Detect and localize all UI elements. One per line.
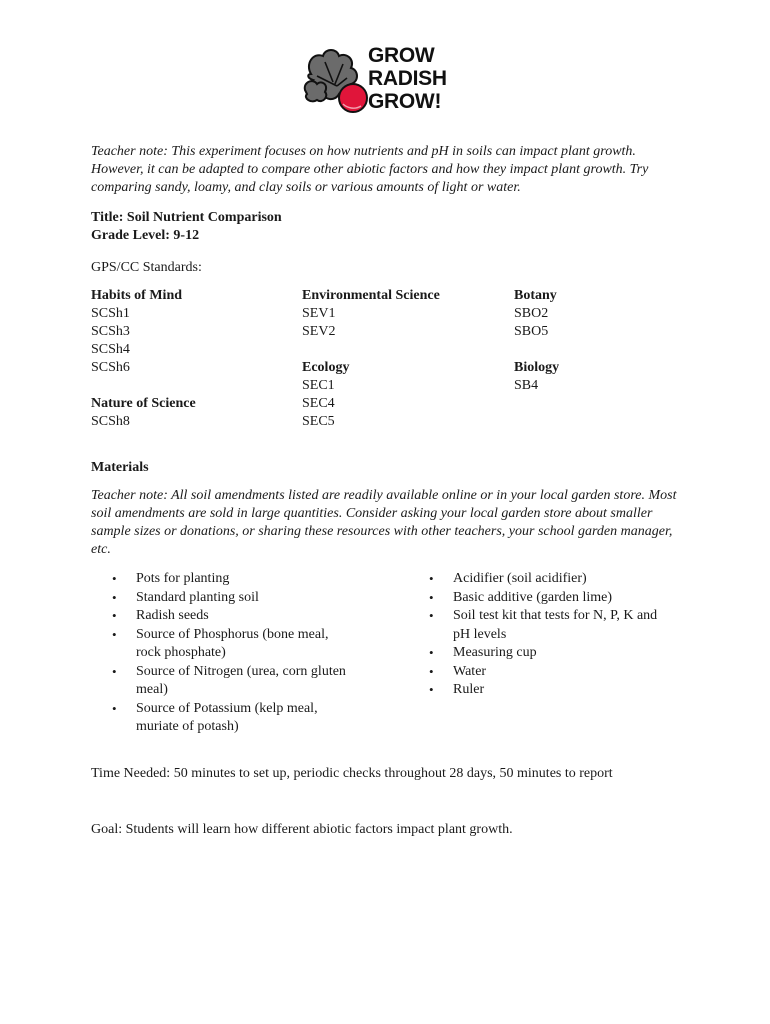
bullet: • <box>112 700 117 716</box>
logo-line-3: GROW! <box>368 90 442 113</box>
logo-line-2: RADISH <box>368 67 447 90</box>
list-item: • Water <box>409 663 689 682</box>
lesson-title: Title: Soil Nutrient Comparison <box>91 210 282 225</box>
spacer <box>302 341 440 359</box>
bullet: • <box>429 571 434 586</box>
standard-code: SCSh6 <box>91 360 130 375</box>
bullet: • <box>112 663 117 679</box>
biology-heading: Biology <box>514 360 560 375</box>
list-item: • Source of Phosphorus (bone meal, rock phosphate) <box>112 626 329 660</box>
bullet: • <box>429 608 434 623</box>
standards-label: GPS/CC Standards: <box>91 260 202 275</box>
standard-code: SEC1 <box>302 378 335 393</box>
list-item: • Ruler <box>409 681 689 700</box>
standard-code: SBO5 <box>514 324 549 339</box>
list-item: • Basic additive (garden lime) <box>409 589 689 608</box>
standard-code: SEC4 <box>302 396 335 411</box>
time-needed: Time Needed: 50 minutes to set up, periodic checks throughout 28 days, 50 minutes to report <box>91 766 613 781</box>
habits-of-mind-heading: Habits of Mind <box>91 288 183 303</box>
logo-wordmark <box>368 46 447 112</box>
bullet: • <box>429 645 434 660</box>
standard-code: SEC5 <box>302 414 335 429</box>
bullet: • <box>429 663 434 679</box>
teacher-note-materials: Teacher note: All soil amendments listed are readily available online or in your local garden store. Most soil amendments are sold in large quantities. Consider asking your local garden store about smaller sample sizes or donations, or sharing these resources with other teachers, your school garden manager, etc. <box>91 488 677 557</box>
standard-code: SBO2 <box>514 306 549 321</box>
list-item: • Pots for planting <box>92 570 362 589</box>
bullet: • <box>112 626 117 642</box>
standard-code: SB4 <box>514 378 539 393</box>
standard-code: SCSh8 <box>91 414 130 429</box>
spacer <box>514 341 559 359</box>
bullet: • <box>112 589 117 605</box>
grade-level: Grade Level: 9-12 <box>91 228 200 243</box>
standard-code: SCSh1 <box>91 306 130 321</box>
standard-code: SCSh3 <box>91 324 130 339</box>
botany-heading: Botany <box>514 288 557 303</box>
bullet: • <box>112 608 117 623</box>
materials-list-right <box>409 570 689 700</box>
standards-column-3 <box>514 287 559 395</box>
standards-column-2 <box>302 287 440 431</box>
teacher-note-intro: Teacher note: This experiment focuses on how nutrients and pH in soils can impact plant growth. However, it can be adapted to compare other abiotic factors and how they impact plant growth. Try comparing sandy, loamy, and clay soils or various amounts of light or water. <box>91 144 649 195</box>
materials-heading: Materials <box>91 460 149 475</box>
list-item: • Measuring cup <box>409 644 689 663</box>
standard-code: SEV2 <box>302 324 336 339</box>
bullet: • <box>429 589 434 605</box>
standard-code: SCSh4 <box>91 342 130 357</box>
materials-list-left <box>92 570 362 737</box>
list-item: • Radish seeds <box>92 607 362 626</box>
ecology-heading: Ecology <box>302 360 350 375</box>
list-item: • Acidifier (soil acidifier) <box>409 570 689 589</box>
list-item: • Soil test kit that tests for N, P, K and pH levels <box>429 608 658 642</box>
grow-radish-grow-logo <box>303 46 469 118</box>
standards-column-1 <box>91 287 196 431</box>
nature-of-science-heading: Nature of Science <box>91 396 196 411</box>
logo-line-1: GROW <box>368 44 435 67</box>
bullet: • <box>112 571 117 586</box>
list-item: • Source of Potassium (kelp meal, muriate of potash) <box>112 700 318 734</box>
standard-code: SEV1 <box>302 306 336 321</box>
bullet: • <box>429 682 434 697</box>
list-item: • Standard planting soil <box>92 589 362 608</box>
list-item: • Source of Nitrogen (urea, corn gluten meal) <box>112 663 346 697</box>
spacer <box>91 377 196 395</box>
environmental-science-heading: Environmental Science <box>302 288 440 303</box>
goal: Goal: Students will learn how different abiotic factors impact plant growth. <box>91 822 513 837</box>
